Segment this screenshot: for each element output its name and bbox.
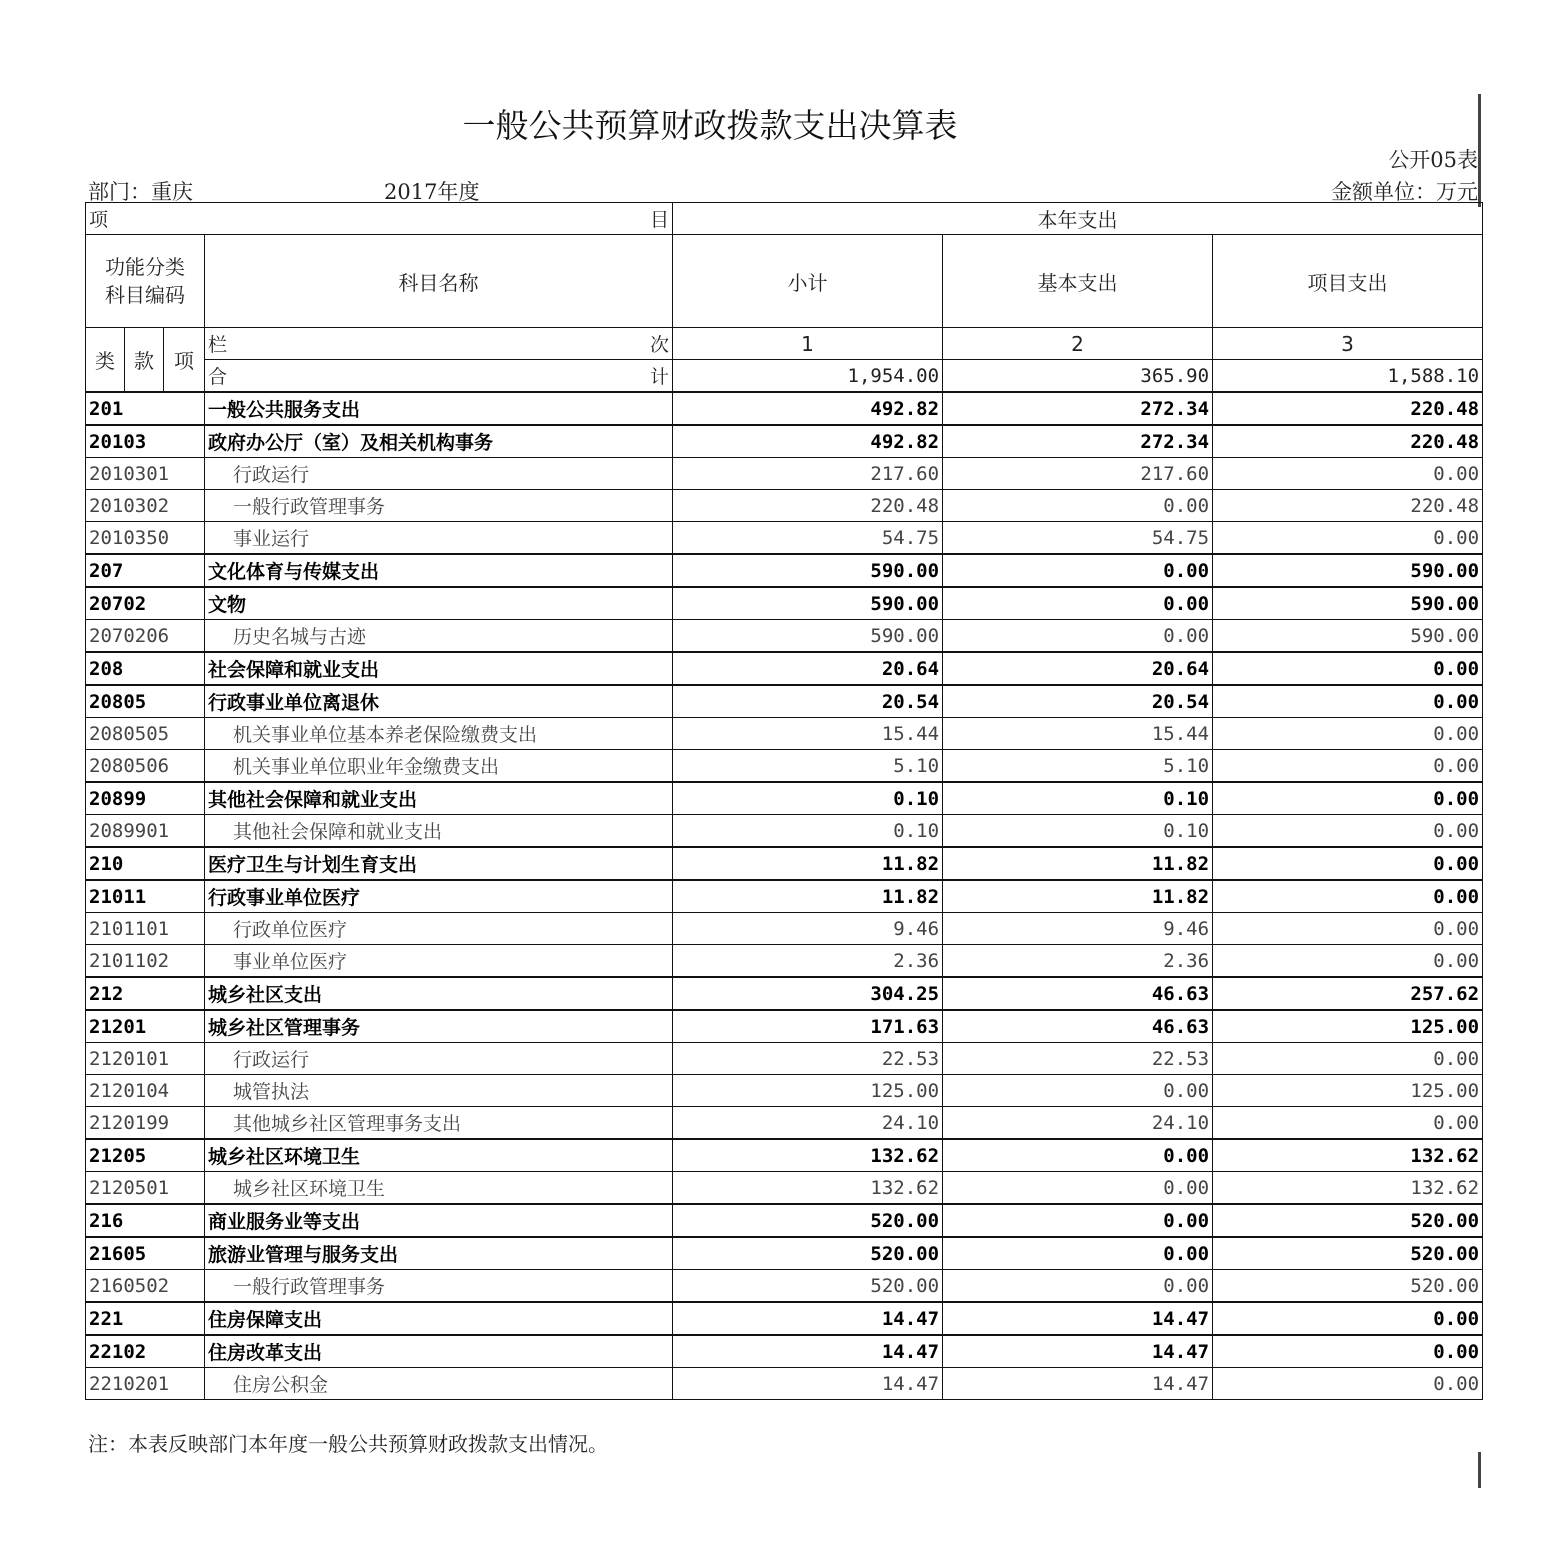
row-subject-name: 住房改革支出 <box>205 1335 673 1368</box>
row-subtotal: 125.00 <box>673 1075 943 1107</box>
row-basic: 5.10 <box>943 750 1213 783</box>
row-basic: 14.47 <box>943 1302 1213 1335</box>
table-row <box>86 1010 1483 1043</box>
row-project: 0.00 <box>1213 652 1483 685</box>
item-left-label: 项 <box>89 209 109 231</box>
row-subject-name: 旅游业管理与服务支出 <box>205 1237 673 1270</box>
row-project: 520.00 <box>1213 1204 1483 1237</box>
table-row <box>86 847 1483 880</box>
row-code: 2010302 <box>86 490 205 522</box>
row-basic: 9.46 <box>943 913 1213 945</box>
row-subtotal: 492.82 <box>673 425 943 458</box>
table-row <box>86 490 1483 522</box>
row-basic: 20.54 <box>943 685 1213 718</box>
row-code: 20103 <box>86 425 205 458</box>
row-subject-name: 机关事业单位基本养老保险缴费支出 <box>205 718 673 750</box>
row-basic: 0.00 <box>943 554 1213 587</box>
table-row <box>86 652 1483 685</box>
form-number: 公开05表 <box>1388 148 1478 172</box>
row-basic: 0.00 <box>943 1204 1213 1237</box>
page-edge-line-top <box>1478 94 1481 207</box>
row-subtotal: 11.82 <box>673 847 943 880</box>
row-project: 590.00 <box>1213 620 1483 653</box>
row-basic: 217.60 <box>943 458 1213 490</box>
table-row <box>86 880 1483 913</box>
table-row <box>86 1204 1483 1237</box>
row-project: 0.00 <box>1213 880 1483 913</box>
col2-index: 2 <box>943 328 1213 360</box>
row-subtotal: 14.47 <box>673 1302 943 1335</box>
row-subject-name: 城乡社区环境卫生 <box>205 1172 673 1205</box>
row-code: 2080506 <box>86 750 205 783</box>
amount-unit-label: 金额单位：万元 <box>1331 180 1478 204</box>
total-label-cell <box>205 360 673 393</box>
row-project: 132.62 <box>1213 1172 1483 1205</box>
row-subject-name: 历史名城与古迹 <box>205 620 673 653</box>
table-row <box>86 685 1483 718</box>
row-basic: 46.63 <box>943 977 1213 1010</box>
row-subject-name: 城乡社区环境卫生 <box>205 1139 673 1172</box>
row-code: 2210201 <box>86 1368 205 1400</box>
row-code: 20805 <box>86 685 205 718</box>
table-row <box>86 1237 1483 1270</box>
table-row <box>86 587 1483 620</box>
budget-table <box>85 202 1483 1400</box>
row-project: 0.00 <box>1213 847 1483 880</box>
col1-index: 1 <box>673 328 943 360</box>
row-subject-name: 文物 <box>205 587 673 620</box>
current-year-header: 本年支出 <box>673 203 1483 235</box>
row-code: 2101102 <box>86 945 205 978</box>
row-subtotal: 132.62 <box>673 1139 943 1172</box>
item-right-label: 目 <box>650 209 670 231</box>
total-subtotal: 1,954.00 <box>673 360 943 393</box>
row-subtotal: 0.10 <box>673 815 943 848</box>
row-subject-name: 城乡社区管理事务 <box>205 1010 673 1043</box>
row-subtotal: 132.62 <box>673 1172 943 1205</box>
table-row <box>86 1075 1483 1107</box>
row-subject-name: 城管执法 <box>205 1075 673 1107</box>
row-code: 208 <box>86 652 205 685</box>
row-subtotal: 54.75 <box>673 522 943 555</box>
ji-label: 计 <box>650 366 670 388</box>
table-row <box>86 425 1483 458</box>
row-basic: 54.75 <box>943 522 1213 555</box>
kuan-header: 款 <box>125 328 164 393</box>
row-subtotal: 590.00 <box>673 587 943 620</box>
row-project: 590.00 <box>1213 587 1483 620</box>
row-basic: 272.34 <box>943 392 1213 425</box>
row-code: 20899 <box>86 782 205 815</box>
row-project: 520.00 <box>1213 1270 1483 1303</box>
row-project: 0.00 <box>1213 718 1483 750</box>
row-subject-name: 住房保障支出 <box>205 1302 673 1335</box>
row-subtotal: 304.25 <box>673 977 943 1010</box>
row-project: 0.00 <box>1213 1368 1483 1400</box>
row-project: 0.00 <box>1213 1043 1483 1075</box>
row-subject-name: 一般行政管理事务 <box>205 1270 673 1303</box>
row-subject-name: 事业单位医疗 <box>205 945 673 978</box>
row-project: 0.00 <box>1213 815 1483 848</box>
header-row-3 <box>86 328 1483 360</box>
row-subtotal: 24.10 <box>673 1107 943 1140</box>
func-code-header: 功能分类科目编码 <box>86 235 205 328</box>
row-project: 520.00 <box>1213 1237 1483 1270</box>
row-basic: 0.00 <box>943 587 1213 620</box>
row-subject-name: 行政事业单位离退休 <box>205 685 673 718</box>
row-basic: 0.10 <box>943 815 1213 848</box>
table-row <box>86 1043 1483 1075</box>
subject-name-header: 科目名称 <box>205 235 673 328</box>
row-code: 207 <box>86 554 205 587</box>
row-basic: 272.34 <box>943 425 1213 458</box>
row-subject-name: 其他社会保障和就业支出 <box>205 815 673 848</box>
row-subtotal: 590.00 <box>673 620 943 653</box>
row-subject-name: 行政单位医疗 <box>205 913 673 945</box>
table-row <box>86 1270 1483 1303</box>
row-subject-name: 其他社会保障和就业支出 <box>205 782 673 815</box>
row-subject-name: 一般公共服务支出 <box>205 392 673 425</box>
row-code: 2070206 <box>86 620 205 653</box>
row-subtotal: 22.53 <box>673 1043 943 1075</box>
table-row <box>86 620 1483 653</box>
row-code: 2120199 <box>86 1107 205 1140</box>
row-basic: 46.63 <box>943 1010 1213 1043</box>
row-code: 21205 <box>86 1139 205 1172</box>
table-row <box>86 1139 1483 1172</box>
row-subject-name: 医疗卫生与计划生育支出 <box>205 847 673 880</box>
row-basic: 0.00 <box>943 1172 1213 1205</box>
table-row <box>86 1368 1483 1400</box>
table-row <box>86 945 1483 978</box>
he-label: 合 <box>208 366 228 388</box>
row-code: 2120104 <box>86 1075 205 1107</box>
row-code: 212 <box>86 977 205 1010</box>
row-subject-name: 文化体育与传媒支出 <box>205 554 673 587</box>
row-subtotal: 14.47 <box>673 1368 943 1400</box>
row-project: 0.00 <box>1213 782 1483 815</box>
row-project: 220.48 <box>1213 425 1483 458</box>
row-subject-name: 社会保障和就业支出 <box>205 652 673 685</box>
row-code: 2080505 <box>86 718 205 750</box>
row-subtotal: 171.63 <box>673 1010 943 1043</box>
row-basic: 0.00 <box>943 1237 1213 1270</box>
table-row <box>86 718 1483 750</box>
row-subtotal: 14.47 <box>673 1335 943 1368</box>
total-project: 1,588.10 <box>1213 360 1483 393</box>
row-basic: 14.47 <box>943 1335 1213 1368</box>
total-row <box>86 360 1483 393</box>
row-code: 21201 <box>86 1010 205 1043</box>
year-label: 2017年度 <box>384 180 480 204</box>
table-row <box>86 815 1483 848</box>
page-edge-line-bottom <box>1478 1452 1481 1488</box>
header-row-1 <box>86 203 1483 235</box>
row-subject-name: 行政运行 <box>205 458 673 490</box>
row-subject-name: 住房公积金 <box>205 1368 673 1400</box>
subtotal-header: 小计 <box>673 235 943 328</box>
row-project: 125.00 <box>1213 1075 1483 1107</box>
row-subtotal: 520.00 <box>673 1204 943 1237</box>
row-project: 0.00 <box>1213 522 1483 555</box>
row-subtotal: 2.36 <box>673 945 943 978</box>
row-code: 2089901 <box>86 815 205 848</box>
row-project: 0.00 <box>1213 750 1483 783</box>
row-subject-name: 政府办公厅（室）及相关机构事务 <box>205 425 673 458</box>
row-subtotal: 520.00 <box>673 1270 943 1303</box>
row-basic: 11.82 <box>943 880 1213 913</box>
row-code: 21605 <box>86 1237 205 1270</box>
page-title: 一般公共预算财政拨款支出决算表 <box>462 106 958 145</box>
row-basic: 11.82 <box>943 847 1213 880</box>
row-project: 257.62 <box>1213 977 1483 1010</box>
row-basic: 22.53 <box>943 1043 1213 1075</box>
row-project: 0.00 <box>1213 1107 1483 1140</box>
row-basic: 0.00 <box>943 1139 1213 1172</box>
item-header-cell <box>86 203 673 235</box>
table-row <box>86 1335 1483 1368</box>
row-basic: 15.44 <box>943 718 1213 750</box>
table-row <box>86 522 1483 555</box>
table-row <box>86 1302 1483 1335</box>
project-header: 项目支出 <box>1213 235 1483 328</box>
row-subject-name: 行政事业单位医疗 <box>205 880 673 913</box>
row-project: 220.48 <box>1213 490 1483 522</box>
row-basic: 0.00 <box>943 620 1213 653</box>
footnote: 注：本表反映部门本年度一般公共预算财政拨款支出情况。 <box>88 1432 608 1456</box>
row-code: 2010350 <box>86 522 205 555</box>
header-row-2 <box>86 235 1483 328</box>
row-basic: 0.00 <box>943 1075 1213 1107</box>
row-basic: 20.64 <box>943 652 1213 685</box>
row-basic: 0.00 <box>943 1270 1213 1303</box>
lan-label: 栏 <box>208 334 228 356</box>
row-subject-name: 机关事业单位职业年金缴费支出 <box>205 750 673 783</box>
row-code: 2120501 <box>86 1172 205 1205</box>
row-code: 2010301 <box>86 458 205 490</box>
row-project: 0.00 <box>1213 945 1483 978</box>
row-code: 221 <box>86 1302 205 1335</box>
row-subject-name: 城乡社区支出 <box>205 977 673 1010</box>
table-row <box>86 782 1483 815</box>
column-index-label-cell <box>205 328 673 360</box>
row-subtotal: 590.00 <box>673 554 943 587</box>
row-subtotal: 20.54 <box>673 685 943 718</box>
row-project: 0.00 <box>1213 685 1483 718</box>
row-project: 220.48 <box>1213 392 1483 425</box>
department-label: 部门：重庆 <box>88 180 193 204</box>
table-row <box>86 977 1483 1010</box>
row-subtotal: 0.10 <box>673 782 943 815</box>
row-subtotal: 20.64 <box>673 652 943 685</box>
row-code: 2120101 <box>86 1043 205 1075</box>
row-project: 0.00 <box>1213 458 1483 490</box>
row-subtotal: 9.46 <box>673 913 943 945</box>
row-project: 132.62 <box>1213 1139 1483 1172</box>
table-row <box>86 913 1483 945</box>
row-subtotal: 220.48 <box>673 490 943 522</box>
row-subtotal: 5.10 <box>673 750 943 783</box>
row-subject-name: 行政运行 <box>205 1043 673 1075</box>
row-project: 0.00 <box>1213 1302 1483 1335</box>
basic-header: 基本支出 <box>943 235 1213 328</box>
row-project: 0.00 <box>1213 1335 1483 1368</box>
table-row <box>86 458 1483 490</box>
row-code: 21011 <box>86 880 205 913</box>
row-code: 216 <box>86 1204 205 1237</box>
row-subtotal: 217.60 <box>673 458 943 490</box>
table-row <box>86 554 1483 587</box>
xiang-header: 项 <box>164 328 205 393</box>
col3-index: 3 <box>1213 328 1483 360</box>
row-project: 590.00 <box>1213 554 1483 587</box>
row-code: 210 <box>86 847 205 880</box>
row-basic: 14.47 <box>943 1368 1213 1400</box>
ci-label: 次 <box>650 334 670 356</box>
row-project: 125.00 <box>1213 1010 1483 1043</box>
table-row <box>86 392 1483 425</box>
total-basic: 365.90 <box>943 360 1213 393</box>
table-row <box>86 1172 1483 1205</box>
row-subject-name: 一般行政管理事务 <box>205 490 673 522</box>
row-subject-name: 其他城乡社区管理事务支出 <box>205 1107 673 1140</box>
row-code: 201 <box>86 392 205 425</box>
row-code: 22102 <box>86 1335 205 1368</box>
row-subject-name: 商业服务业等支出 <box>205 1204 673 1237</box>
row-subtotal: 520.00 <box>673 1237 943 1270</box>
row-subtotal: 11.82 <box>673 880 943 913</box>
row-subtotal: 15.44 <box>673 718 943 750</box>
row-basic: 0.10 <box>943 782 1213 815</box>
row-project: 0.00 <box>1213 913 1483 945</box>
table-row <box>86 750 1483 783</box>
row-basic: 0.00 <box>943 490 1213 522</box>
lei-header: 类 <box>86 328 125 393</box>
row-code: 2160502 <box>86 1270 205 1303</box>
row-basic: 24.10 <box>943 1107 1213 1140</box>
row-code: 20702 <box>86 587 205 620</box>
row-subject-name: 事业运行 <box>205 522 673 555</box>
row-basic: 2.36 <box>943 945 1213 978</box>
row-subtotal: 492.82 <box>673 392 943 425</box>
table-row <box>86 1107 1483 1140</box>
row-code: 2101101 <box>86 913 205 945</box>
